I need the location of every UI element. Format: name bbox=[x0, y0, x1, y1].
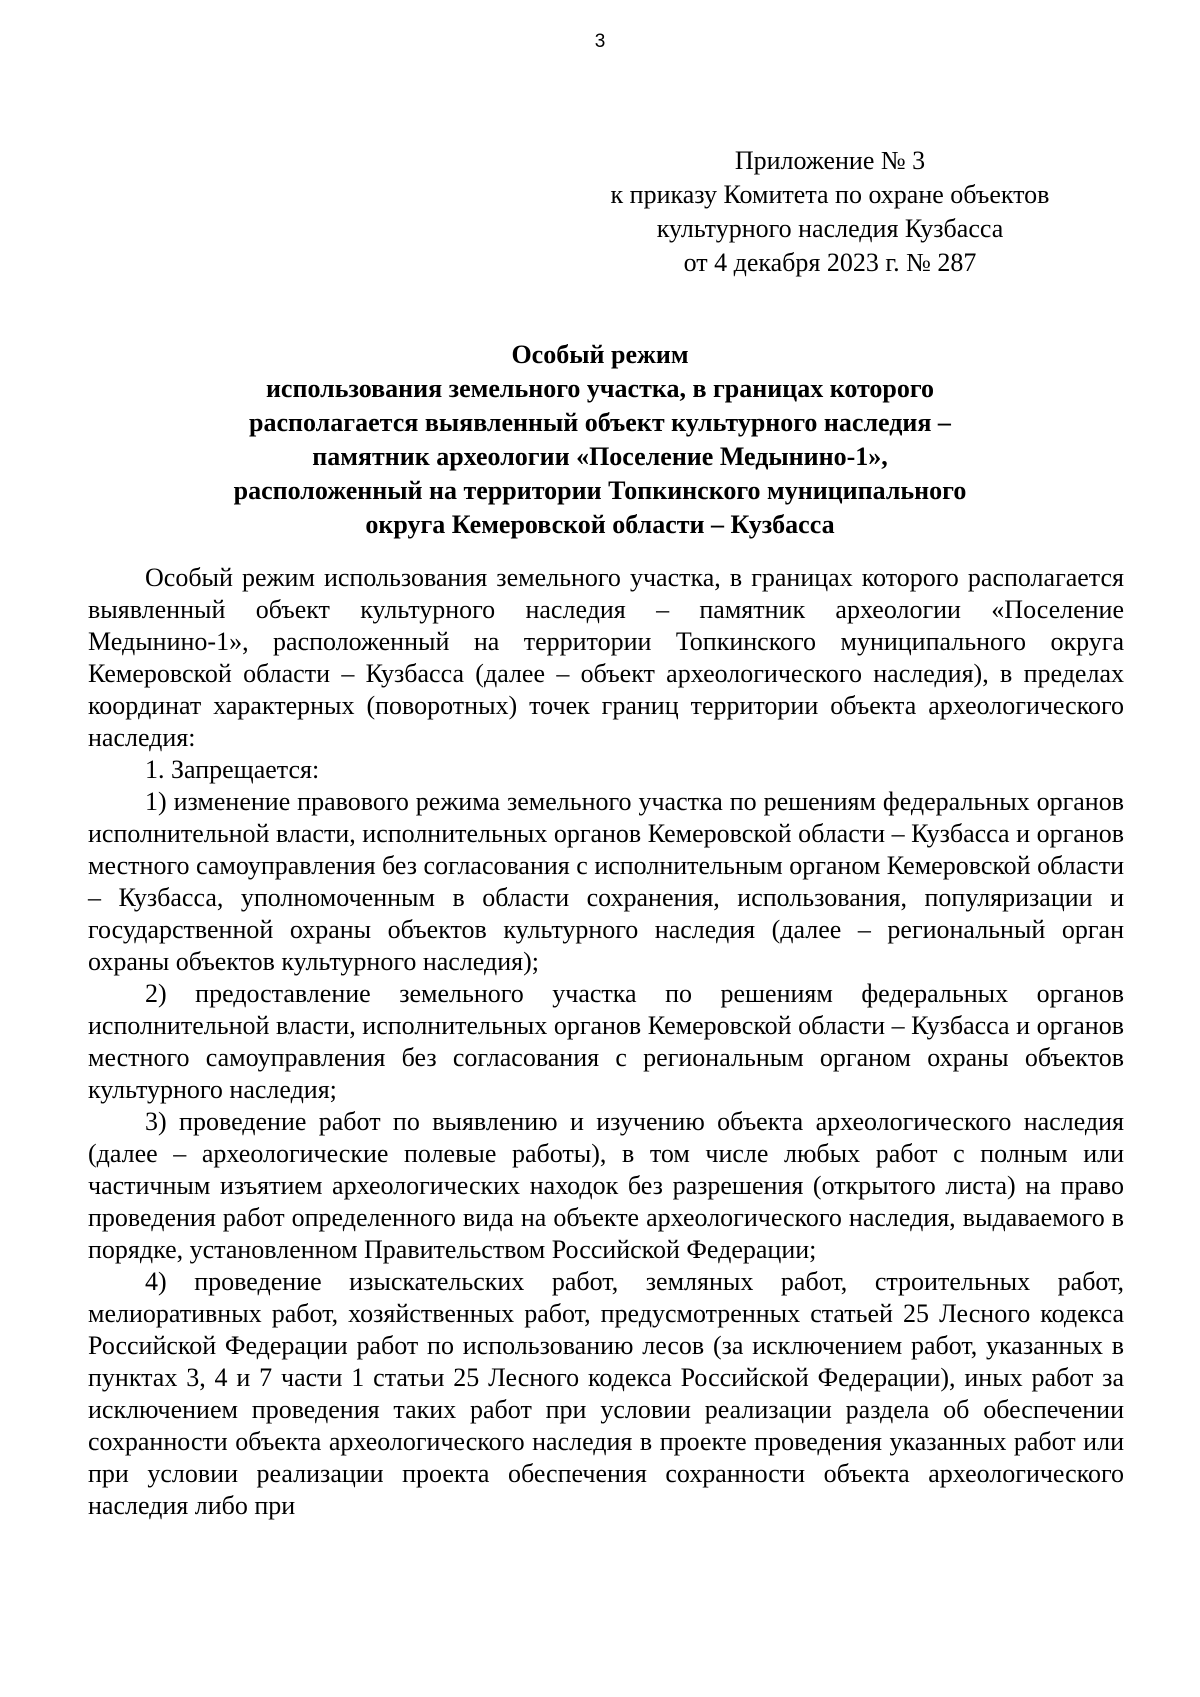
title-line: использования земельного участка, в границах которого bbox=[265, 374, 935, 403]
appendix-header bbox=[580, 144, 1080, 280]
appendix-line: к приказу Комитета по охране объектов bbox=[610, 180, 1050, 209]
list-item: 4) проведение изыскательских работ, земляных работ, строительных работ, мелиоративных работ, хозяйственных работ, предусмотренных статьей 25 Лесного кодекса Российской Федерации работ по использованию лесов (за исключением работ, указанных в пунктах 3, 4 и 7 части 1 статьи 25 Лесного кодекса Российской Федерации), иных работ за исключением проведения таких работ при условии реализации раздела об обеспечении сохранности объекта археологического наследия в проекте проведения указанных работ или при условии реализации проекта обеспечения сохранности объекта археологического наследия либо при bbox=[88, 1267, 1124, 1520]
intro-paragraph: Особый режим использования земельного участка, в границах которого располагается выявленный объект культурного наследия – памятник археологии «Поселение Медынино-1», расположенный на территории Топкинского муниципального округа Кемеровской области – Кузбасса (далее – объект археологического наследия), в пределах координат характерных (поворотных) точек границ территории объекта археологического наследия: bbox=[88, 563, 1124, 752]
page-number: 3 bbox=[594, 31, 606, 52]
section-heading: 1. Запрещается: bbox=[145, 755, 320, 784]
appendix-line: от 4 декабря 2023 г. № 287 bbox=[683, 248, 977, 277]
document-body bbox=[88, 562, 1124, 1522]
title-line: округа Кемеровской области – Кузбасса bbox=[365, 510, 835, 539]
appendix-line: Приложение № 3 bbox=[734, 146, 926, 175]
list-item: 3) проведение работ по выявлению и изучению объекта археологического наследия (далее – археологические полевые работы), в том числе любых работ с полным или частичным изъятием археологических находок без разрешения (открытого листа) на право проведения работ определенного вида на объекте археологического наследия, выдаваемого в порядке, установленном Правительством Российской Федерации; bbox=[88, 1107, 1124, 1264]
title-line: Особый режим bbox=[511, 340, 689, 369]
list-item: 2) предоставление земельного участка по решениям федеральных органов исполнительной власти, исполнительных органов Кемеровской области – Кузбасса и органов местного самоуправления без согласования с региональным органом охраны объектов культурного наследия; bbox=[88, 979, 1124, 1104]
title-line: памятник археологии «Поселение Медынино-1», bbox=[312, 442, 888, 471]
list-item: 1) изменение правового режима земельного участка по решениям федеральных органов исполнительной власти, исполнительных органов Кемеровской области – Кузбасса и органов местного самоуправления без согласования с исполнительным органом Кемеровской области – Кузбасса, уполномоченным в области сохранения, использования, популяризации и государственной охраны объектов культурного наследия (далее – региональный орган охраны объектов культурного наследия); bbox=[88, 787, 1124, 976]
title-line: располагается выявленный объект культурного наследия – bbox=[249, 408, 951, 437]
document-title bbox=[80, 338, 1120, 542]
title-line: расположенный на территории Топкинского муниципального bbox=[233, 476, 967, 505]
appendix-line: культурного наследия Кузбасса bbox=[656, 214, 1004, 243]
